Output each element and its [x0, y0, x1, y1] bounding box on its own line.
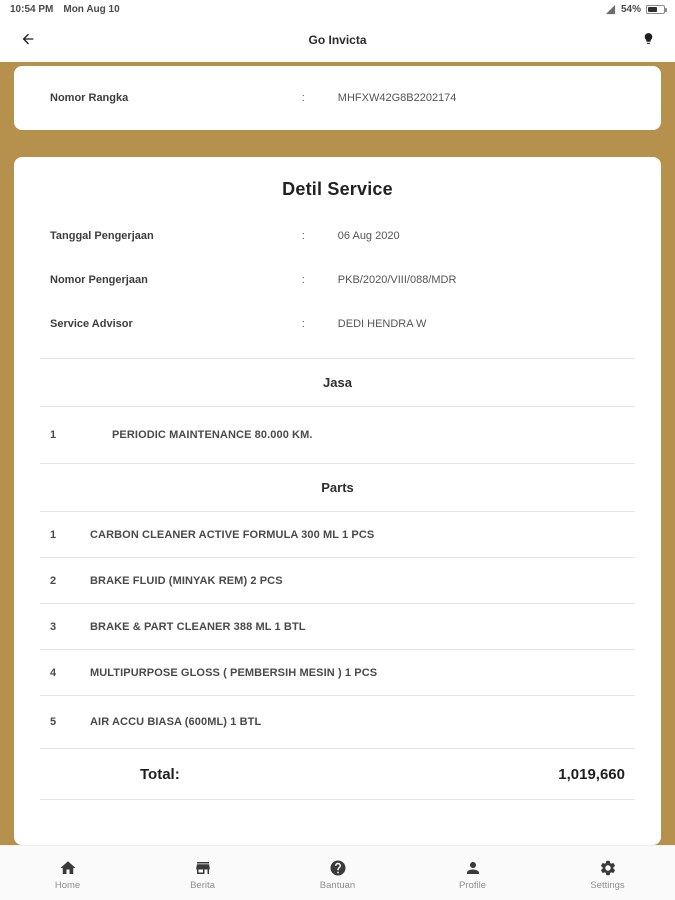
- page-title: Go Invicta: [308, 33, 367, 47]
- item-name: AIR ACCU BIASA (600ML) 1 BTL: [90, 716, 262, 728]
- detail-separator: :: [301, 230, 305, 242]
- part-item-row: [14, 558, 661, 603]
- item-number: 4: [50, 666, 57, 679]
- storefront-icon: [194, 859, 212, 877]
- status-bar: [0, 0, 675, 18]
- part-item-row: [14, 512, 661, 557]
- detail-separator: :: [301, 274, 305, 286]
- nav-label: Home: [54, 880, 81, 891]
- item-name: MULTIPURPOSE GLOSS ( PEMBERSIH MESIN ) 1 PCS: [90, 666, 378, 679]
- detail-label: Nomor Pengerjaan: [50, 274, 148, 286]
- cellular-signal-icon: [605, 4, 616, 15]
- item-name: CARBON CLEANER ACTIVE FORMULA 300 ML 1 PCS: [90, 528, 375, 541]
- battery-icon: [646, 5, 665, 14]
- vehicle-label: Nomor Rangka: [50, 92, 129, 104]
- battery-percent: 54%: [620, 3, 641, 15]
- total-row: [14, 749, 661, 799]
- status-left: [10, 4, 120, 15]
- nav-label: Bantuan: [319, 880, 356, 891]
- total-value: 1,019,660: [558, 765, 625, 783]
- nav-item-settings[interactable]: [540, 855, 675, 891]
- part-item-row: [14, 696, 661, 748]
- nav-label: Settings: [590, 880, 625, 891]
- lightbulb-icon: [642, 32, 655, 48]
- vehicle-row: [14, 92, 661, 104]
- content-area: [0, 62, 675, 845]
- nav-label: Berita: [190, 880, 215, 891]
- jasa-section-title: Jasa: [323, 375, 352, 390]
- service-detail-card: [14, 157, 661, 845]
- nav-item-berita[interactable]: [135, 855, 270, 891]
- nav-item-bantuan[interactable]: [270, 855, 405, 891]
- detail-label: Service Advisor: [50, 318, 133, 330]
- jasa-item-row: [14, 407, 661, 463]
- part-item-row: [14, 604, 661, 649]
- total-label: Total:: [140, 765, 180, 783]
- divider: [40, 799, 635, 800]
- back-button[interactable]: [16, 27, 40, 54]
- detail-label: Tanggal Pengerjaan: [50, 230, 154, 242]
- vehicle-card: [14, 66, 661, 130]
- item-number: 1: [50, 429, 57, 441]
- person-icon: [464, 859, 482, 877]
- detail-row-nomor: [14, 258, 661, 302]
- item-name: BRAKE & PART CLEANER 388 ML 1 BTL: [90, 620, 306, 633]
- nav-label: Profile: [459, 880, 486, 891]
- item-number: 1: [50, 528, 57, 541]
- item-name: PERIODIC MAINTENANCE 80.000 KM.: [112, 429, 313, 441]
- nav-item-profile[interactable]: [405, 855, 540, 891]
- vehicle-separator: :: [301, 92, 305, 104]
- part-item-row: [14, 650, 661, 695]
- detail-value: PKB/2020/VIII/088/MDR: [337, 274, 457, 286]
- status-date: Mon Aug 10: [63, 3, 120, 15]
- status-time: 10:54 PM: [10, 3, 54, 15]
- detail-row-tanggal: [14, 214, 661, 258]
- detail-row-advisor: [14, 302, 661, 346]
- app-bar: [0, 18, 675, 62]
- detail-value: DEDI HENDRA W: [337, 318, 427, 330]
- parts-section-title: Parts: [321, 480, 354, 495]
- vehicle-value: MHFXW42G8B2202174: [337, 92, 457, 104]
- gear-icon: [599, 859, 617, 877]
- lightbulb-button[interactable]: [638, 28, 659, 52]
- detail-separator: :: [301, 318, 305, 330]
- item-number: 5: [50, 716, 57, 728]
- item-name: BRAKE FLUID (MINYAK REM) 2 PCS: [90, 574, 283, 587]
- item-number: 3: [50, 620, 57, 633]
- detail-value: 06 Aug 2020: [337, 230, 400, 242]
- status-right: [605, 4, 665, 15]
- bottom-nav: [0, 845, 675, 900]
- help-circle-icon: [329, 859, 347, 877]
- service-card-title: Detil Service: [282, 179, 393, 199]
- arrow-left-icon: [20, 31, 36, 50]
- nav-item-home[interactable]: [0, 855, 135, 891]
- home-icon: [59, 859, 77, 877]
- item-number: 2: [50, 574, 57, 587]
